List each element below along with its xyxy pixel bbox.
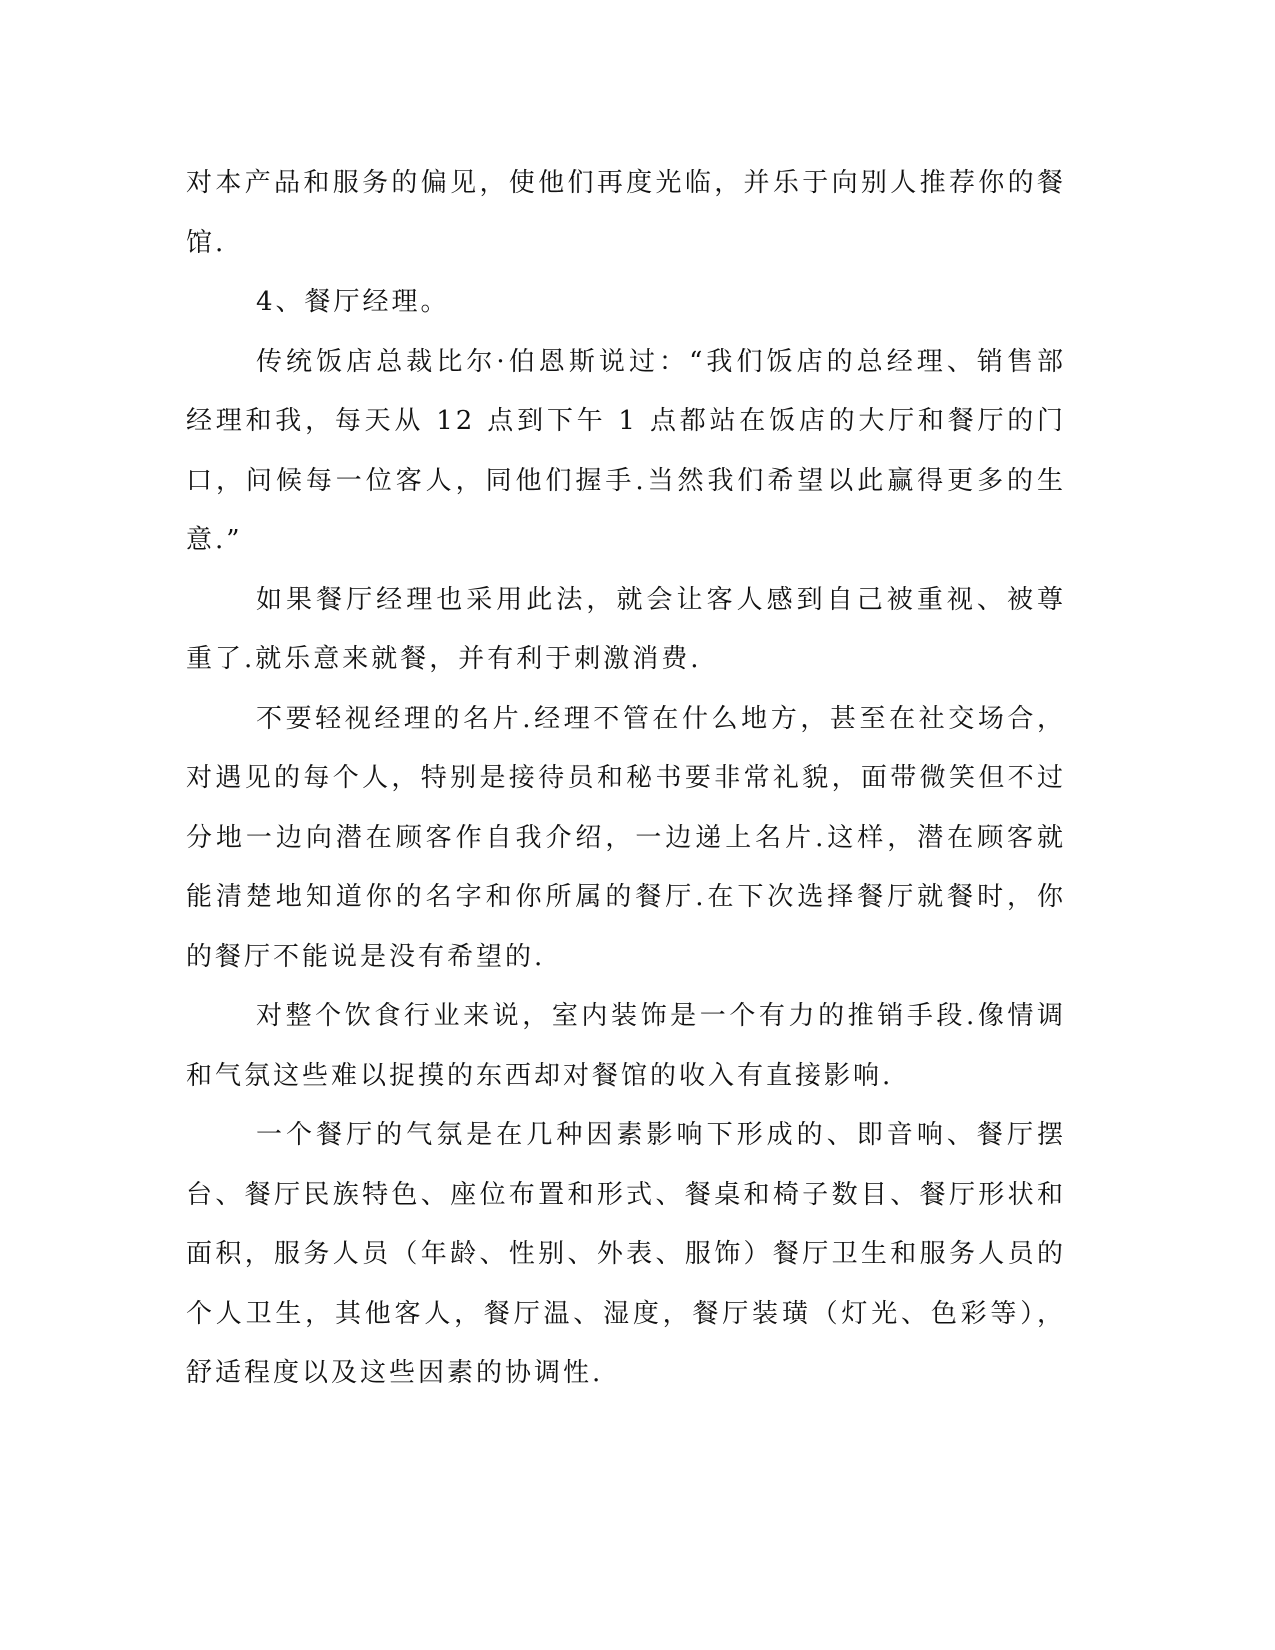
paragraph-quote-bill-burns: 传统饭店总裁比尔·伯恩斯说过：“我们饭店的总经理、销售部经理和我，每天从 12 点到下午 1 点都站在饭店的大厅和餐厅的门口，问候每一位客人，同他们握手.当然我们希望以此赢得更多的生意.” bbox=[186, 346, 1066, 555]
section-heading-restaurant-manager: 4、餐厅经理。 bbox=[256, 287, 450, 317]
paragraph-continuation: 对本产品和服务的偏见，使他们再度光临，并乐于向别人推荐你的餐馆. bbox=[186, 168, 1066, 258]
paragraph-atmosphere-factors: 一个餐厅的气氛是在几种因素影响下形成的、即音响、餐厅摆台、餐厅民族特色、座位布置和形式、餐桌和椅子数目、餐厅形状和面积，服务人员（年龄、性别、外表、服饰）餐厅卫生和服务人员的个人卫生，其他客人，餐厅温、湿度，餐厅装璜（灯光、色彩等），舒适程度以及这些因素的协调性. bbox=[186, 1120, 1066, 1388]
paragraph-business-card: 不要轻视经理的名片.经理不管在什么地方，甚至在社交场合，对遇见的每个人，特别是接待员和秘书要非常礼貌，面带微笑但不过分地一边向潜在顾客作自我介绍，一边递上名片.这样，潜在顾客就能清楚地知道你的名字和你所属的餐厅.在下次选择餐厅就餐时，你的餐厅不能说是没有希望的. bbox=[186, 703, 1066, 972]
document-body bbox=[186, 154, 1066, 1404]
paragraph-manager-method: 如果餐厅经理也采用此法，就会让客人感到自己被重视、被尊重了.就乐意来就餐，并有利于刺激消费. bbox=[186, 584, 1066, 674]
paragraph-interior-decoration: 对整个饮食行业来说，室内装饰是一个有力的推销手段.像情调和气氛这些难以捉摸的东西却对餐馆的收入有直接影响. bbox=[186, 1001, 1066, 1091]
